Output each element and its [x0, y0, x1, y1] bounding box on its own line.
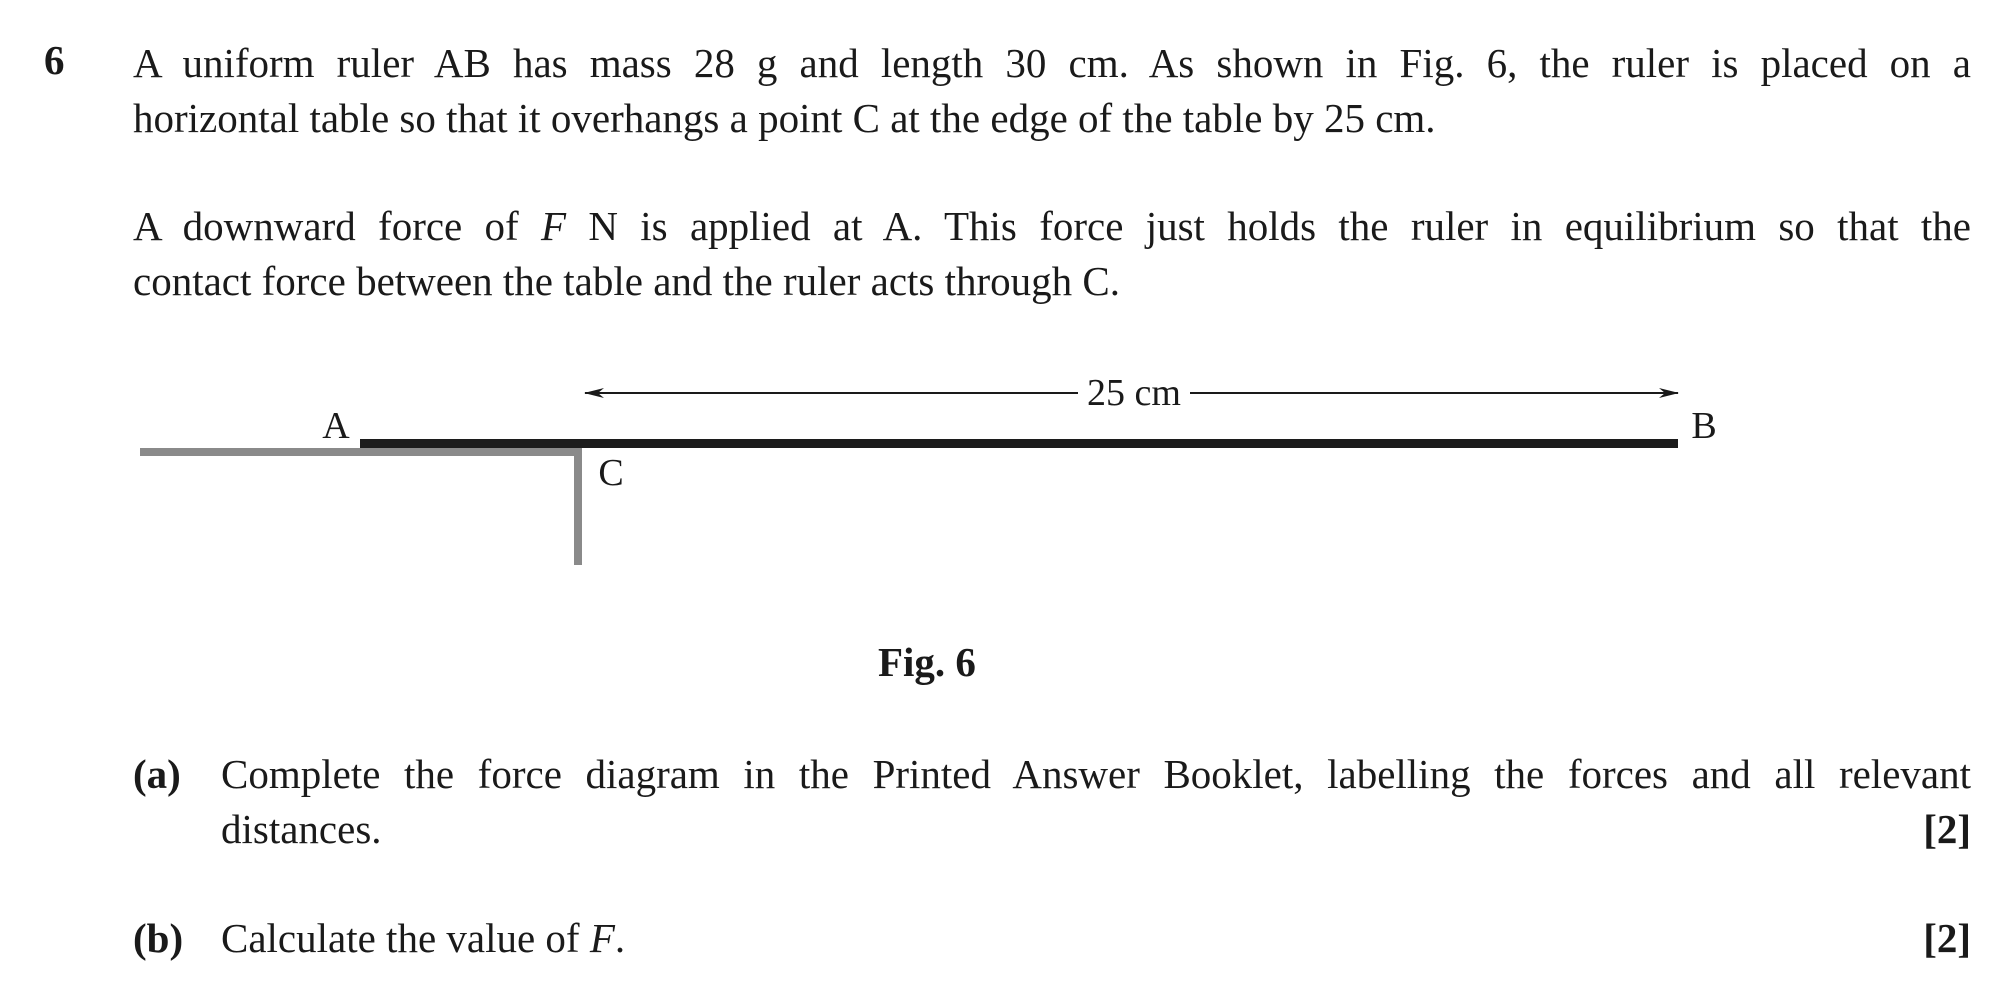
part-b-label: (b) [133, 915, 184, 961]
part-a-label: (a) [133, 751, 181, 797]
ruler [360, 439, 1678, 448]
part-a-text [221, 747, 1971, 857]
question-paragraph-2 [133, 199, 1971, 309]
question-number: 6 [44, 37, 65, 83]
paragraph-2-line-1-post: N is applied at A. This force just holds the ruler in equilibrium so that the [566, 203, 1971, 249]
part-a-marks: [2] [1923, 806, 1971, 852]
part-b-variable: F [589, 915, 615, 961]
question-part-b [133, 911, 1971, 966]
paragraph-2-line-2: contact force between the table and the ruler acts through C. [133, 258, 1121, 304]
paragraph-2-line-1-pre: A downward force of [133, 203, 542, 249]
dimension-label: 25 cm [1087, 372, 1181, 414]
part-b-text-post: . [614, 915, 626, 961]
part-b-text-pre: Calculate the value of [221, 915, 590, 961]
question-part-a [133, 747, 1971, 857]
point-label-b: B [1691, 405, 1717, 447]
part-b-marks: [2] [1923, 915, 1971, 961]
point-label-a: A [322, 405, 350, 447]
paragraph-1-line-1: A uniform ruler AB has mass 28 g and length 30 cm. As shown in Fig. 6, the ruler is placed on a [133, 40, 1971, 86]
table [140, 448, 582, 565]
dimension-arrow [585, 372, 1678, 414]
point-label-c: C [598, 452, 624, 494]
part-a-line-2: distances. [221, 806, 382, 852]
paragraph-2-line-1 [133, 199, 1971, 254]
figure-caption: Fig. 6 [878, 639, 976, 685]
paragraph-1-line-2: horizontal table so that it overhangs a point C at the edge of the table by 25 cm. [133, 95, 1436, 141]
part-b-text [221, 911, 1971, 966]
question-paragraph-1 [133, 36, 1971, 146]
figure-ruler-diagram [0, 360, 2000, 580]
force-variable: F [541, 203, 567, 249]
part-a-line-1: Complete the force diagram in the Printed Answer Booklet, labelling the forces and all relevant [221, 751, 1971, 797]
